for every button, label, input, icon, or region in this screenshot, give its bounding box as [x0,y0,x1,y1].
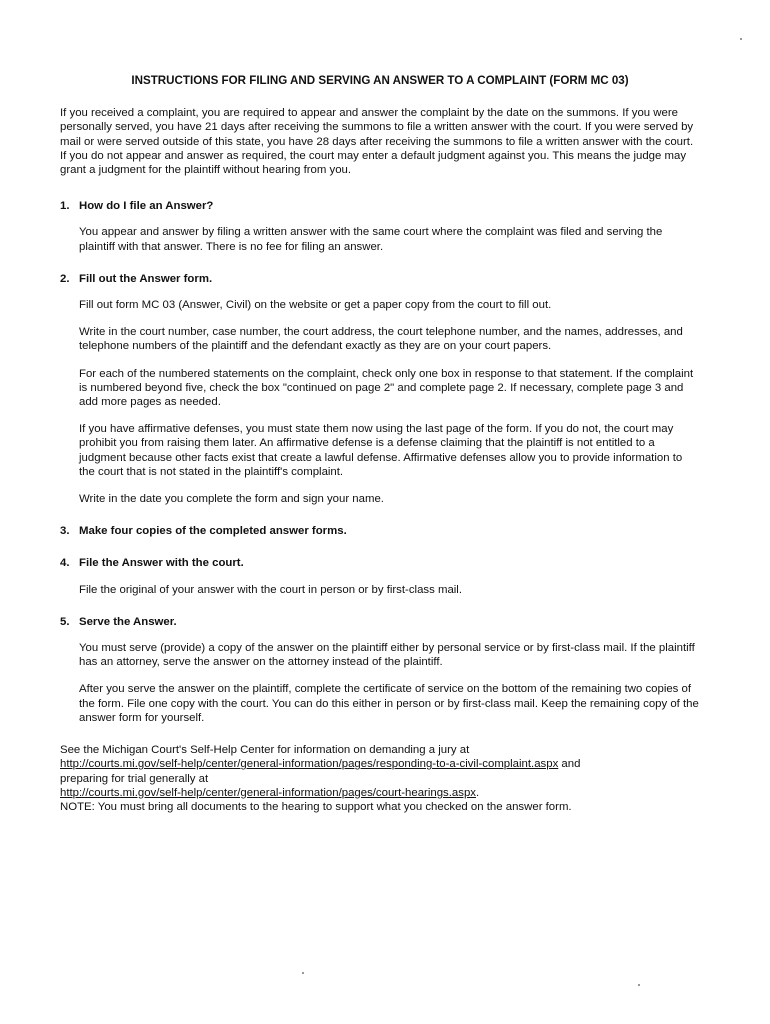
instruction-heading-text: How do I file an Answer? [79,200,214,213]
footer-jury-line [60,743,700,757]
instruction-body [79,641,700,725]
instruction-number: 4. [60,557,70,570]
instruction-number: 3. [60,525,70,538]
instruction-paragraph: If you have affirmative defenses, you must state them now using the last page of the form. If you do not, the court may prohibit you from raising them later. An affirmative defense is a defense claiming that the plaintiff is not entitled to a judgment because other facts exist that create a lawful defense. Affirmative defenses allow you to provide information to the court that is not stated in the plaintiff's complaint. [79,423,683,478]
jury-info-link[interactable]: http://courts.mi.gov/self-help/center/general-information/pages/responding-to-a-civil-complaint.aspx [60,758,559,771]
instruction-heading-text: Serve the Answer. [79,615,177,628]
instruction-number: 1. [60,200,70,213]
instruction-paragraph: File the original of your answer with the court in person or by first-class mail. [79,583,463,596]
instruction-heading [60,615,700,629]
instruction-item-3 [60,524,700,538]
footer-trial-line [60,772,700,786]
instruction-body [79,225,700,253]
instruction-paragraph: Write in the court number, case number, the court address, the court telephone number, and the names, addresses, and telephone numbers of the plaintiff and the defendant exactly as they are on your court papers. [79,326,683,353]
instruction-heading-text: Fill out the Answer form. [79,272,213,285]
instruction-paragraph: You must serve (provide) a copy of the answer on the plaintiff either by personal service or by first-class mail. If the plaintiff has an attorney, serve the answer on the attorney instead of the plaintiff. [79,642,695,669]
instruction-body [79,298,700,506]
document-title: INSTRUCTIONS FOR FILING AND SERVING AN ANSWER TO A COMPLAINT (FORM MC 03) [131,74,629,87]
footer-link-line [60,757,700,771]
scan-speck [638,984,640,986]
footer-text: . [475,786,480,799]
instruction-list [60,199,700,725]
instruction-heading [60,199,700,213]
instruction-body [79,583,700,597]
instruction-heading [60,556,700,570]
instruction-paragraph: Fill out form MC 03 (Answer, Civil) on the website or get a paper copy from the court to fill out. [79,299,552,312]
instruction-item-1 [60,199,700,254]
instruction-item-2 [60,272,700,506]
scan-speck [302,972,304,974]
self-help-footer [60,743,700,814]
footer-text: See the Michigan Court's Self-Help Center for information on demanding a jury at [60,744,470,757]
instruction-heading [60,524,700,538]
instruction-number: 5. [60,615,70,628]
intro-paragraph: If you received a complaint, you are required to appear and answer the complaint by the date on the summons. If you were personally served, you have 21 days after receiving the summons to file a written answer with the court. If you were served by mail or were served outside of this state, you have 28 days after receiving the summons to file a written answer with the court. If you do not appear and answer as required, the court may enter a default judgment against you. This means the judge may grant a judgment for the plaintiff without hearing from you. [60,107,694,177]
footer-text: preparing for trial generally at [60,772,209,785]
instruction-heading-text: File the Answer with the court. [79,557,244,570]
instruction-paragraph: For each of the numbered statements on the complaint, check only one box in response to that statement. If the complaint is numbered beyond five, check the box "continued on page 2" and complete page 2. If necessary, complete page 3 and add more pages as needed. [79,367,694,409]
instruction-paragraph: Write in the date you complete the form and sign your name. [79,493,384,506]
instruction-number: 2. [60,272,70,285]
instructions-page [60,74,700,814]
instruction-item-5 [60,615,700,725]
instruction-heading [60,272,700,286]
scan-speck [740,38,742,40]
instruction-paragraph: You appear and answer by filing a written answer with the same court where the complaint was filed and serving the plaintiff with that answer. There is no fee for filing an answer. [79,226,663,253]
instruction-item-4 [60,556,700,596]
footer-note: NOTE: You must bring all documents to the hearing to support what you checked on the answer form. [60,800,572,813]
instruction-paragraph: After you serve the answer on the plaintiff, complete the certificate of service on the bottom of the remaining two copies of the form. File one copy with the court. You can do this either in person or by first-class mail. Keep the remaining copy of the answer form for yourself. [79,683,699,724]
court-hearings-link[interactable]: http://courts.mi.gov/self-help/center/general-information/pages/court-hearings.aspx [60,786,476,799]
instruction-heading-text: Make four copies of the completed answer forms. [79,525,347,538]
footer-text: and [558,758,581,771]
footer-link-line [60,786,700,800]
